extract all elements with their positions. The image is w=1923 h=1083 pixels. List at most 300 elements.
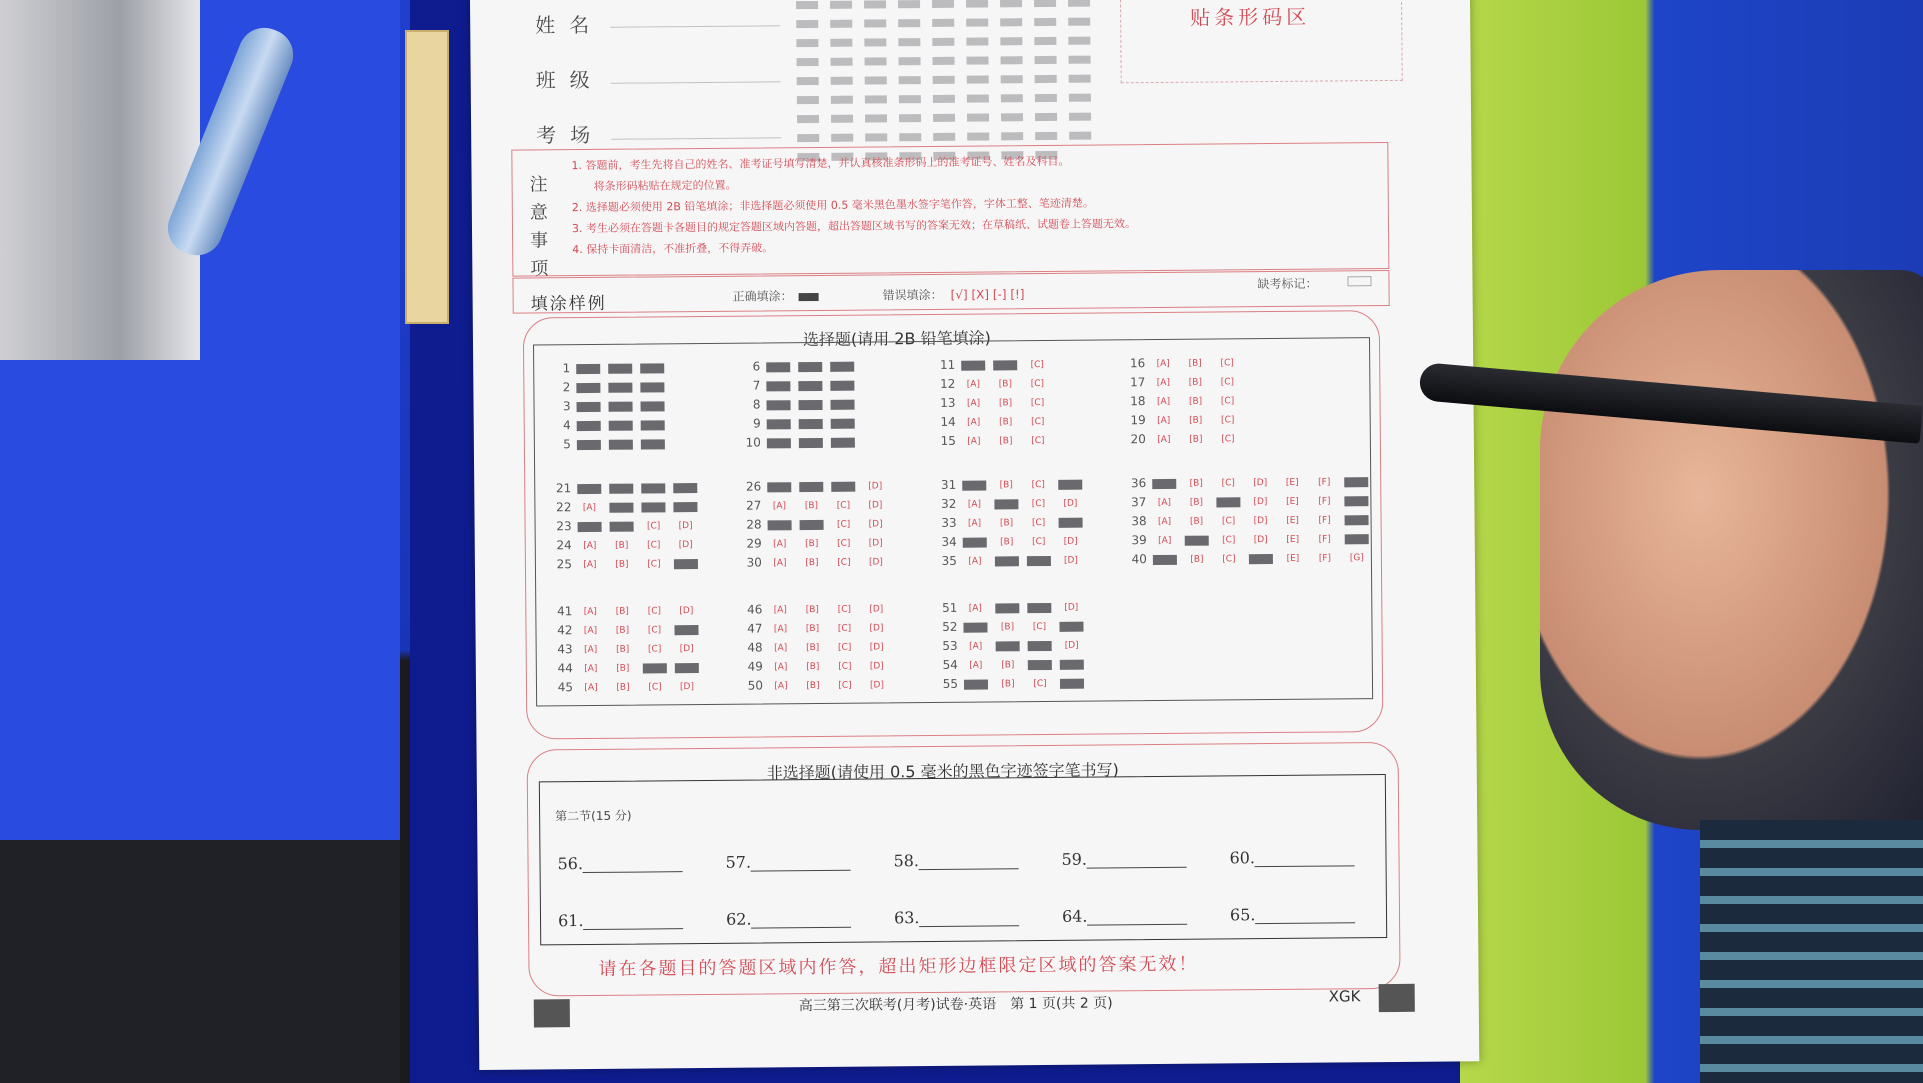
id-bubble[interactable] (864, 19, 886, 27)
id-bubble[interactable] (1069, 132, 1091, 140)
bubble-d[interactable] (1060, 678, 1084, 688)
bubble-a[interactable]: [A] (1157, 415, 1171, 426)
id-bubble[interactable] (796, 20, 818, 28)
bubble-b[interactable]: [B] (1001, 659, 1015, 670)
bubble-d[interactable]: [D] (679, 681, 695, 692)
bubble-b[interactable] (994, 499, 1018, 509)
id-bubble[interactable] (967, 94, 989, 102)
bubble-c[interactable]: [C] (647, 624, 662, 635)
field-class-line[interactable] (611, 81, 781, 83)
bubble-b[interactable]: [B] (805, 623, 820, 634)
bubble-a[interactable]: [A] (773, 623, 788, 634)
student-id-grid[interactable] (790, 0, 1101, 142)
bubble-a[interactable] (766, 362, 790, 372)
bubble-c[interactable]: [C] (1220, 395, 1235, 406)
bubble-c[interactable]: [C] (1033, 678, 1047, 689)
id-bubble[interactable] (1068, 18, 1090, 26)
bubble-b[interactable] (799, 437, 823, 447)
id-bubble[interactable] (1069, 94, 1091, 102)
answer-blank[interactable] (1087, 849, 1187, 869)
bubble-a[interactable]: [A] (966, 379, 981, 390)
bubble-c[interactable]: [C] (1031, 498, 1046, 509)
id-bubble[interactable] (1034, 37, 1056, 45)
bubble-c[interactable]: [C] (1030, 397, 1045, 408)
bubble-c[interactable] (641, 502, 665, 512)
id-bubble[interactable] (1035, 132, 1057, 140)
bubble-b[interactable] (798, 361, 822, 371)
bubble-a[interactable] (576, 363, 600, 373)
id-bubble[interactable] (967, 113, 989, 121)
id-bubble[interactable] (797, 115, 819, 123)
id-bubble[interactable] (796, 1, 818, 9)
id-bubble[interactable] (1035, 94, 1057, 102)
id-bubble[interactable] (865, 95, 887, 103)
bubble-a[interactable]: [A] (968, 603, 982, 614)
bubble-c[interactable]: [C] (837, 557, 851, 568)
id-bubble[interactable] (830, 20, 852, 28)
answer-blank[interactable] (1255, 847, 1355, 867)
bubble-a[interactable] (963, 537, 987, 547)
bubble-b[interactable]: [B] (806, 642, 820, 653)
bubble-a[interactable] (767, 419, 791, 429)
answer-blank[interactable] (919, 907, 1019, 927)
id-bubble[interactable] (797, 77, 819, 85)
bubble-c[interactable]: [C] (648, 681, 662, 692)
bubble-a[interactable]: [A] (967, 417, 981, 428)
bubble-a[interactable]: [A] (969, 641, 983, 652)
bubble-c[interactable]: [C] (647, 605, 662, 616)
bubble-c[interactable] (641, 439, 665, 449)
id-bubble[interactable] (830, 1, 852, 9)
bubble-a[interactable]: [A] (774, 661, 788, 672)
bubble-b[interactable]: [B] (999, 416, 1013, 427)
bubble-a[interactable]: [A] (774, 680, 788, 691)
id-bubble[interactable] (865, 57, 887, 65)
bubble-c[interactable] (831, 481, 855, 491)
bubble-c[interactable] (831, 418, 855, 428)
bubble-b[interactable]: [B] (1000, 621, 1015, 632)
bubble-b[interactable]: [B] (1190, 554, 1204, 565)
bubble-f[interactable]: [F] (1318, 477, 1331, 488)
bubble-a[interactable]: [A] (584, 663, 598, 674)
id-bubble[interactable] (796, 39, 818, 47)
answer-blank[interactable] (751, 852, 851, 872)
id-bubble[interactable] (899, 95, 921, 103)
bubble-d[interactable] (673, 483, 697, 493)
bubble-a[interactable] (964, 679, 988, 689)
bubble-f[interactable]: [F] (1318, 515, 1331, 526)
bubble-c[interactable]: [C] (1221, 433, 1235, 444)
bubble-a[interactable] (578, 521, 602, 531)
bubble-d[interactable] (1059, 621, 1083, 631)
id-bubble[interactable] (933, 114, 955, 122)
bubble-c[interactable]: [C] (647, 558, 661, 569)
bubble-a[interactable]: [A] (772, 500, 787, 511)
bubble-d[interactable]: [D] (868, 499, 883, 511)
id-bubble[interactable] (898, 19, 920, 27)
bubble-d[interactable]: [D] (1253, 477, 1268, 488)
bubble-c[interactable]: [C] (837, 604, 852, 615)
bubble-b[interactable] (800, 519, 824, 529)
bubble-c[interactable] (641, 483, 665, 493)
bubble-b[interactable]: [B] (616, 644, 630, 655)
bubble-b[interactable]: [B] (999, 479, 1013, 490)
bubble-e[interactable]: [E] (1285, 477, 1299, 488)
bubble-c[interactable] (1028, 659, 1052, 669)
bubble-a[interactable] (961, 360, 985, 370)
bubble-b[interactable] (799, 399, 823, 409)
bubble-b[interactable]: [B] (1189, 516, 1204, 527)
bubble-e[interactable]: [E] (1286, 534, 1300, 545)
bubble-d[interactable]: [D] (1063, 536, 1078, 547)
id-bubble[interactable] (1035, 113, 1057, 121)
bubble-b[interactable] (609, 401, 633, 411)
id-bubble[interactable] (932, 0, 954, 8)
bubble-d[interactable]: [D] (868, 556, 883, 568)
bubble-d[interactable] (1058, 479, 1082, 489)
bubble-d[interactable]: [D] (869, 660, 884, 672)
bubble-b[interactable]: [B] (1189, 434, 1203, 445)
bubble-c[interactable] (1028, 640, 1052, 650)
bubble-b[interactable]: [B] (806, 661, 820, 672)
bubble-a[interactable] (1152, 478, 1176, 488)
bubble-g[interactable] (1344, 496, 1368, 506)
bubble-b[interactable] (609, 483, 633, 493)
bubble-b[interactable] (799, 418, 823, 428)
bubble-a[interactable]: [A] (773, 604, 787, 615)
bubble-e[interactable]: [E] (1286, 553, 1300, 564)
bubble-b[interactable]: [B] (615, 540, 629, 551)
bubble-a[interactable] (577, 401, 601, 411)
id-bubble[interactable] (899, 133, 921, 141)
bubble-c[interactable] (1216, 497, 1240, 507)
bubble-e[interactable]: [E] (1286, 496, 1299, 507)
bubble-b[interactable] (1185, 535, 1209, 545)
id-bubble[interactable] (898, 0, 920, 8)
bubble-d[interactable]: [D] (868, 480, 883, 492)
bubble-g[interactable] (1345, 534, 1369, 544)
id-bubble[interactable] (966, 0, 988, 8)
bubble-c[interactable]: [C] (837, 538, 851, 549)
id-bubble[interactable] (899, 76, 921, 84)
bubble-a[interactable]: [A] (969, 660, 983, 671)
bubble-c[interactable]: [C] (836, 500, 851, 511)
bubble-b[interactable]: [B] (1189, 415, 1203, 426)
bubble-b[interactable] (798, 380, 822, 390)
bubble-a[interactable]: [A] (582, 502, 597, 513)
bubble-b[interactable]: [B] (616, 682, 630, 693)
id-bubble[interactable] (1000, 0, 1022, 7)
id-bubble[interactable] (864, 0, 886, 8)
bubble-c[interactable] (830, 361, 854, 371)
bubble-a[interactable] (577, 420, 601, 430)
bubble-b[interactable]: [B] (615, 625, 630, 636)
id-bubble[interactable] (1001, 113, 1023, 121)
bubble-a[interactable] (963, 622, 987, 632)
bubble-c[interactable] (831, 437, 855, 447)
answer-blank[interactable] (1087, 906, 1187, 926)
bubble-b[interactable] (995, 603, 1019, 613)
bubble-c[interactable] (1027, 555, 1051, 565)
id-bubble[interactable] (899, 114, 921, 122)
answer-blank[interactable] (919, 850, 1019, 870)
bubble-g[interactable] (1345, 515, 1369, 525)
bubble-d[interactable]: [D] (679, 605, 694, 616)
bubble-c[interactable]: [C] (1030, 359, 1044, 370)
id-bubble[interactable] (1001, 94, 1023, 102)
bubble-b[interactable]: [B] (998, 378, 1013, 389)
bubble-a[interactable]: [A] (1157, 516, 1172, 527)
id-bubble[interactable] (1034, 18, 1056, 26)
bubble-c[interactable]: [C] (837, 623, 852, 634)
bubble-d[interactable]: [D] (1064, 640, 1079, 651)
id-bubble[interactable] (1000, 18, 1022, 26)
id-bubble[interactable] (865, 133, 887, 141)
bubble-f[interactable]: [F] (1318, 496, 1331, 507)
id-bubble[interactable] (899, 57, 921, 65)
id-bubble[interactable] (1001, 75, 1023, 83)
id-bubble[interactable] (933, 57, 955, 65)
id-bubble[interactable] (831, 134, 853, 142)
id-bubble[interactable] (933, 133, 955, 141)
bubble-b[interactable] (996, 641, 1020, 651)
bubble-c[interactable]: [C] (1030, 378, 1045, 389)
bubble-c[interactable]: [C] (837, 642, 852, 653)
bubble-a[interactable] (576, 382, 600, 392)
bubble-b[interactable]: [B] (616, 663, 630, 674)
bubble-a[interactable]: [A] (967, 499, 982, 510)
bubble-c[interactable]: [C] (1031, 435, 1045, 446)
bubble-b[interactable] (610, 521, 634, 531)
bubble-b[interactable] (609, 439, 633, 449)
bubble-b[interactable] (608, 363, 632, 373)
id-bubble[interactable] (898, 38, 920, 46)
bubble-c[interactable]: [C] (1222, 553, 1236, 564)
bubble-b[interactable] (993, 360, 1017, 370)
bubble-d[interactable] (674, 625, 698, 635)
bubble-d[interactable] (1249, 554, 1273, 564)
bubble-g[interactable] (1344, 477, 1368, 487)
id-bubble[interactable] (1069, 56, 1091, 64)
bubble-a[interactable] (577, 483, 601, 493)
id-bubble[interactable] (865, 114, 887, 122)
bubble-d[interactable] (675, 663, 699, 673)
bubble-a[interactable]: [A] (966, 398, 981, 409)
bubble-a[interactable] (767, 482, 791, 492)
bubble-a[interactable]: [A] (774, 642, 788, 653)
bubble-c[interactable]: [C] (1031, 517, 1046, 528)
bubble-a[interactable]: [A] (583, 625, 598, 636)
bubble-a[interactable]: [A] (584, 644, 598, 655)
id-bubble[interactable] (966, 37, 988, 45)
bubble-d[interactable] (673, 502, 697, 512)
bubble-c[interactable]: [C] (1032, 621, 1047, 632)
bubble-a[interactable]: [A] (1156, 358, 1170, 369)
bubble-a[interactable]: [A] (1158, 535, 1172, 546)
id-bubble[interactable] (1034, 0, 1056, 7)
absent-checkbox[interactable] (1347, 276, 1371, 286)
id-bubble[interactable] (797, 134, 819, 142)
bubble-b[interactable]: [B] (1188, 377, 1202, 388)
bubble-a[interactable] (1153, 554, 1177, 564)
bubble-a[interactable]: [A] (1157, 497, 1172, 508)
id-bubble[interactable] (932, 38, 954, 46)
bubble-b[interactable]: [B] (998, 397, 1013, 408)
bubble-a[interactable]: [A] (1156, 396, 1171, 407)
bubble-a[interactable] (767, 400, 791, 410)
bubble-a[interactable]: [A] (583, 559, 597, 570)
id-bubble[interactable] (831, 58, 853, 66)
bubble-c[interactable]: [C] (1222, 534, 1236, 545)
bubble-b[interactable]: [B] (804, 500, 819, 511)
bubble-a[interactable]: [A] (584, 682, 598, 693)
id-bubble[interactable] (1001, 132, 1023, 140)
id-bubble[interactable] (1068, 0, 1090, 7)
id-bubble[interactable] (967, 75, 989, 83)
bubble-a[interactable]: [A] (773, 538, 787, 549)
id-bubble[interactable] (1068, 37, 1090, 45)
answer-blank[interactable] (1255, 904, 1355, 924)
bubble-a[interactable]: [A] (773, 557, 787, 568)
bubble-a[interactable]: [A] (967, 436, 981, 447)
bubble-b[interactable]: [B] (805, 538, 819, 549)
bubble-c[interactable]: [C] (1031, 416, 1045, 427)
bubble-c[interactable] (641, 401, 665, 411)
answer-blank[interactable] (583, 910, 683, 930)
bubble-a[interactable] (962, 480, 986, 490)
answer-blank[interactable] (751, 909, 851, 929)
bubble-b[interactable]: [B] (1188, 396, 1203, 407)
id-bubble[interactable] (831, 96, 853, 104)
bubble-c[interactable]: [C] (836, 519, 851, 530)
bubble-c[interactable] (640, 382, 664, 392)
bubble-c[interactable]: [C] (647, 539, 661, 550)
bubble-b[interactable]: [B] (615, 606, 629, 617)
bubble-c[interactable]: [C] (647, 643, 662, 654)
id-bubble[interactable] (797, 96, 819, 104)
bubble-c[interactable]: [C] (1031, 479, 1045, 490)
bubble-d[interactable]: [D] (1253, 496, 1268, 507)
id-bubble[interactable] (933, 95, 955, 103)
id-bubble[interactable] (1001, 56, 1023, 64)
bubble-f[interactable]: [F] (1318, 553, 1332, 564)
bubble-b[interactable]: [B] (805, 557, 819, 568)
id-bubble[interactable] (1069, 113, 1091, 121)
bubble-b[interactable]: [B] (1188, 358, 1202, 369)
id-bubble[interactable] (933, 76, 955, 84)
bubble-b[interactable]: [B] (1000, 536, 1014, 547)
bubble-b[interactable]: [B] (1001, 678, 1015, 689)
id-bubble[interactable] (1069, 75, 1091, 83)
answer-blank[interactable] (583, 853, 683, 873)
bubble-d[interactable]: [D] (1253, 534, 1268, 545)
id-bubble[interactable] (865, 76, 887, 84)
id-bubble[interactable] (932, 19, 954, 27)
bubble-d[interactable]: [D] (869, 603, 884, 615)
field-room-line[interactable] (611, 137, 781, 139)
id-bubble[interactable] (797, 58, 819, 66)
bubble-c[interactable] (830, 399, 854, 409)
bubble-c[interactable] (830, 380, 854, 390)
bubble-b[interactable]: [B] (615, 559, 629, 570)
bubble-b[interactable]: [B] (1189, 497, 1204, 508)
bubble-c[interactable] (643, 663, 667, 673)
bubble-a[interactable] (577, 439, 601, 449)
id-bubble[interactable] (967, 56, 989, 64)
id-bubble[interactable] (1035, 75, 1057, 83)
bubble-d[interactable]: [D] (868, 518, 883, 530)
bubble-d[interactable]: [D] (678, 520, 693, 531)
bubble-b[interactable]: [B] (1189, 478, 1203, 489)
id-bubble[interactable] (831, 77, 853, 85)
bubble-c[interactable]: [C] (1220, 414, 1235, 425)
bubble-d[interactable]: [D] (1064, 602, 1079, 613)
bubble-d[interactable] (674, 559, 698, 569)
bubble-a[interactable] (768, 520, 792, 530)
bubble-d[interactable]: [D] (868, 537, 883, 549)
id-bubble[interactable] (1000, 37, 1022, 45)
bubble-g[interactable]: [G] (1349, 552, 1364, 563)
bubble-f[interactable]: [F] (1318, 534, 1331, 545)
bubble-c[interactable]: [C] (1220, 357, 1234, 368)
bubble-c[interactable]: [C] (646, 520, 661, 531)
bubble-a[interactable]: [A] (583, 606, 597, 617)
bubble-a[interactable]: [A] (968, 556, 982, 567)
bubble-d[interactable] (1060, 659, 1084, 669)
bubble-b[interactable] (609, 502, 633, 512)
bubble-d[interactable]: [D] (678, 539, 693, 550)
bubble-b[interactable]: [B] (999, 517, 1014, 528)
bubble-d[interactable]: [D] (869, 679, 885, 691)
bubble-b[interactable] (995, 556, 1019, 566)
bubble-b[interactable] (609, 420, 633, 430)
id-bubble[interactable] (966, 18, 988, 26)
bubble-b[interactable]: [B] (806, 680, 820, 691)
field-name-line[interactable] (610, 25, 780, 27)
bubble-c[interactable] (641, 420, 665, 430)
bubble-c[interactable]: [C] (1221, 515, 1236, 526)
id-bubble[interactable] (1035, 56, 1057, 64)
bubble-d[interactable]: [D] (1253, 515, 1268, 526)
bubble-d[interactable]: [D] (869, 622, 884, 634)
bubble-a[interactable]: [A] (1156, 377, 1171, 388)
bubble-b[interactable] (608, 382, 632, 392)
bubble-d[interactable]: [D] (1063, 498, 1078, 509)
bubble-b[interactable]: [B] (805, 604, 819, 615)
id-bubble[interactable] (864, 38, 886, 46)
bubble-a[interactable]: [A] (967, 518, 982, 529)
id-bubble[interactable] (830, 39, 852, 47)
bubble-a[interactable]: [A] (583, 540, 597, 551)
bubble-c[interactable]: [C] (1221, 477, 1235, 488)
bubble-b[interactable] (799, 481, 823, 491)
bubble-d[interactable] (1059, 517, 1083, 527)
bubble-e[interactable]: [E] (1286, 515, 1299, 526)
bubble-b[interactable]: [B] (999, 435, 1013, 446)
bubble-c[interactable] (1027, 602, 1051, 612)
id-bubble[interactable] (831, 115, 853, 123)
bubble-a[interactable]: [A] (1157, 434, 1171, 445)
id-bubble[interactable] (967, 132, 989, 140)
bubble-d[interactable]: [D] (679, 643, 694, 654)
bubble-c[interactable] (640, 363, 664, 373)
bubble-a[interactable] (766, 381, 790, 391)
bubble-a[interactable] (767, 438, 791, 448)
bubble-c[interactable]: [C] (1032, 536, 1046, 547)
bubble-d[interactable]: [D] (1063, 555, 1078, 566)
bubble-c[interactable]: [C] (838, 680, 852, 691)
bubble-c[interactable]: [C] (838, 661, 852, 672)
